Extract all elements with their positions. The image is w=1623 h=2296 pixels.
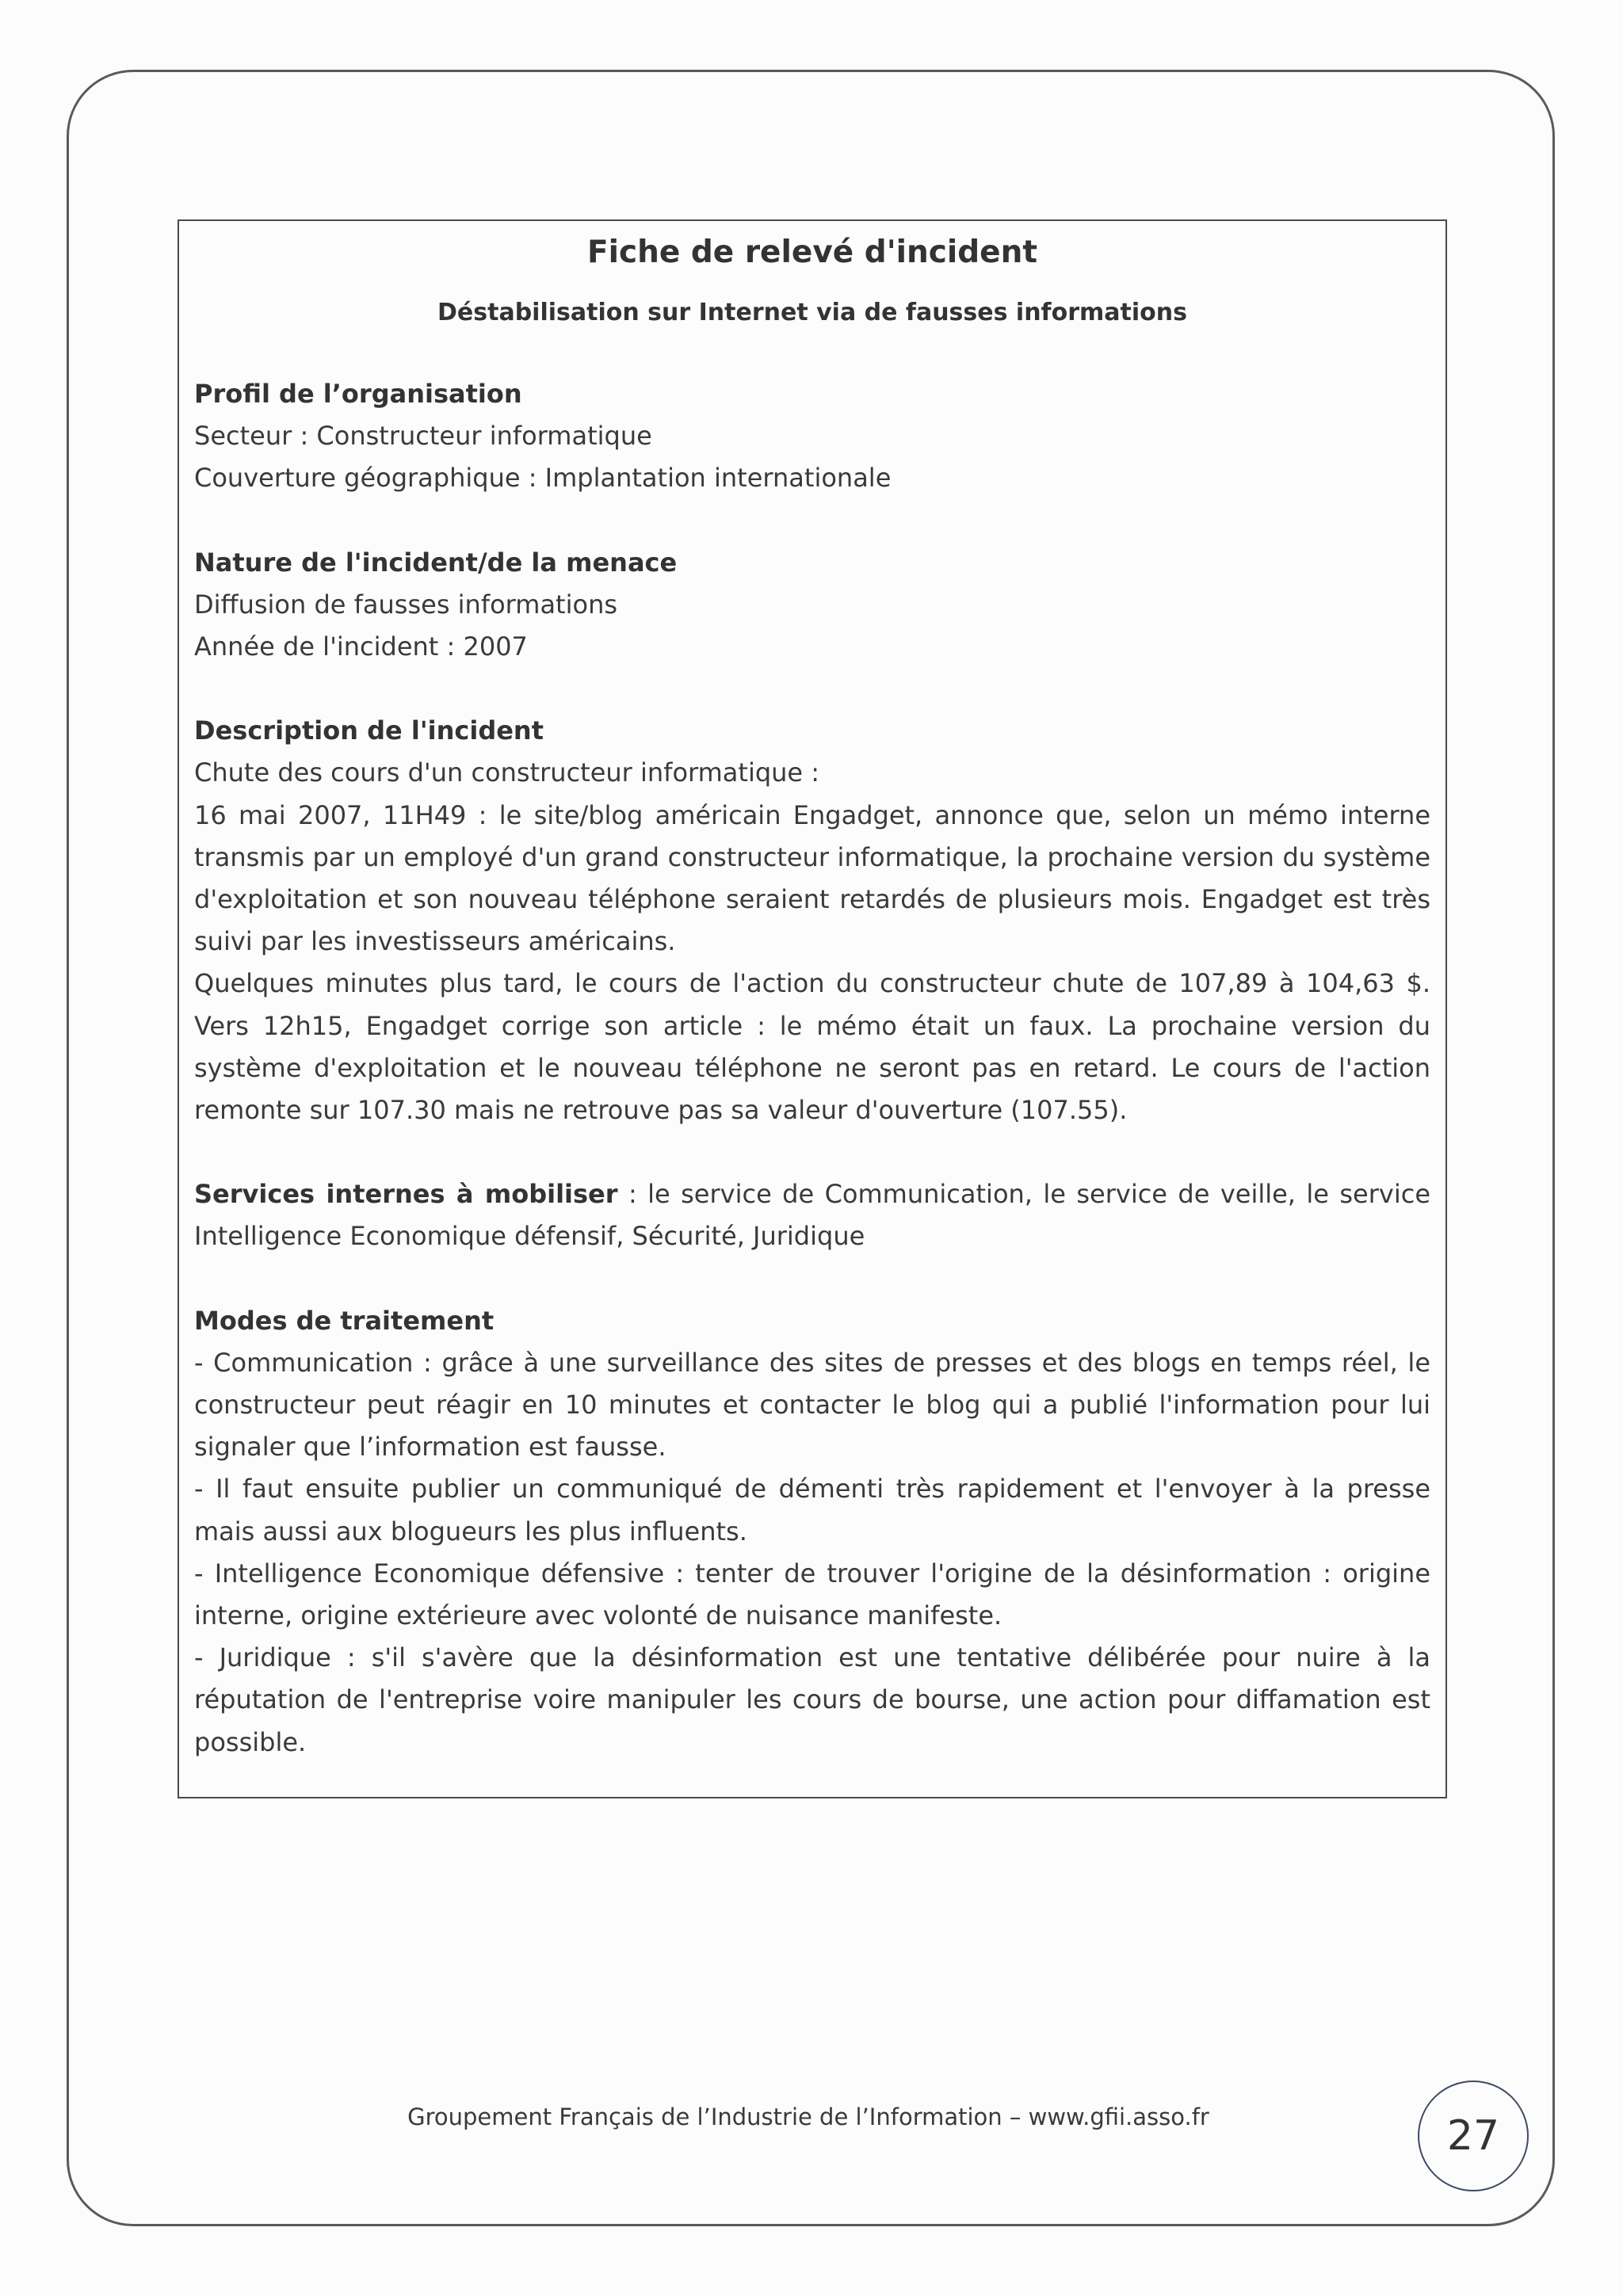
description-intro: Chute des cours d'un constructeur informatique : [194,757,820,788]
modes-heading: Modes de traitement [194,1305,495,1336]
footer-text: Groupement Français de l’Industrie de l’Information – www.gfii.asso.fr [407,2103,1209,2130]
section-description [194,710,1430,1131]
profil-couverture: Couverture géographique : Implantation internationale [194,463,892,494]
card-title: Fiche de relevé d'incident [586,235,1038,270]
nature-type: Diffusion de fausses informations [194,589,618,620]
services-text: : le service de Communication, le service de veille, le service Intelligence Economique défensif, Sécurité, Juridique [194,1179,1431,1252]
card-content [194,373,1430,1764]
page-number: 27 [1418,2081,1529,2191]
section-nature [194,542,1430,669]
section-profil [194,373,1430,500]
modes-item-communique: - Il faut ensuite publier un communiqué de démenti très rapidement et l'envoyer à la presse mais aussi aux blogueurs les plus influents. [194,1474,1430,1547]
services-paragraph [194,1173,1430,1257]
profil-secteur: Secteur : Constructeur informatique [194,421,652,452]
nature-annee: Année de l'incident : 2007 [194,631,528,662]
services-heading: Services internes à mobiliser [194,1179,618,1210]
section-modes [194,1300,1430,1764]
card-subtitle: Déstabilisation sur Internet via de fausses informations [437,299,1187,326]
description-paragraph-2: Quelques minutes plus tard, le cours de l'action du constructeur chute de 107,89 à 104,63 $. Vers 12h15, Engadget corrige son article : le mémo était un faux. La prochaine version du système d'exploitation et le nouveau téléphone ne seront pas en retard. Le cours de l'action remonte sur 107.30 mais ne retrouve pas sa valeur d'ouverture (107.55). [194,968,1430,1126]
incident-card [178,219,1447,1798]
modes-item-communication: - Communication : grâce à une surveillance des sites de presses et des blogs en temps réel, le constructeur peut réagir en 10 minutes et contacter le blog qui a publié l'information pour lui signaler que l’information est fausse. [194,1347,1430,1463]
modes-item-juridique: - Juridique : s'il s'avère que la désinformation est une tentative délibérée pour nuire à la réputation de l'entreprise voire manipuler les cours de bourse, une action pour diffamation est possible. [194,1642,1430,1757]
profil-heading: Profil de l’organisation [194,379,522,409]
description-heading: Description de l'incident [194,715,544,746]
modes-item-intelligence: - Intelligence Economique défensive : tenter de trouver l'origine de la désinformation : origine interne, origine extérieure avec volonté de nuisance manifeste. [194,1558,1430,1631]
section-services [194,1173,1430,1257]
description-paragraph-1: 16 mai 2007, 11H49 : le site/blog américain Engadget, annonce que, selon un mémo interne transmis par un employé d'un grand constructeur informatique, la prochaine version du système d'exploitation et son nouveau téléphone seraient retardés de plusieurs mois. Engadget est très suivi par les investisseurs américains. [194,799,1430,957]
nature-heading: Nature de l'incident/de la menace [194,547,678,578]
